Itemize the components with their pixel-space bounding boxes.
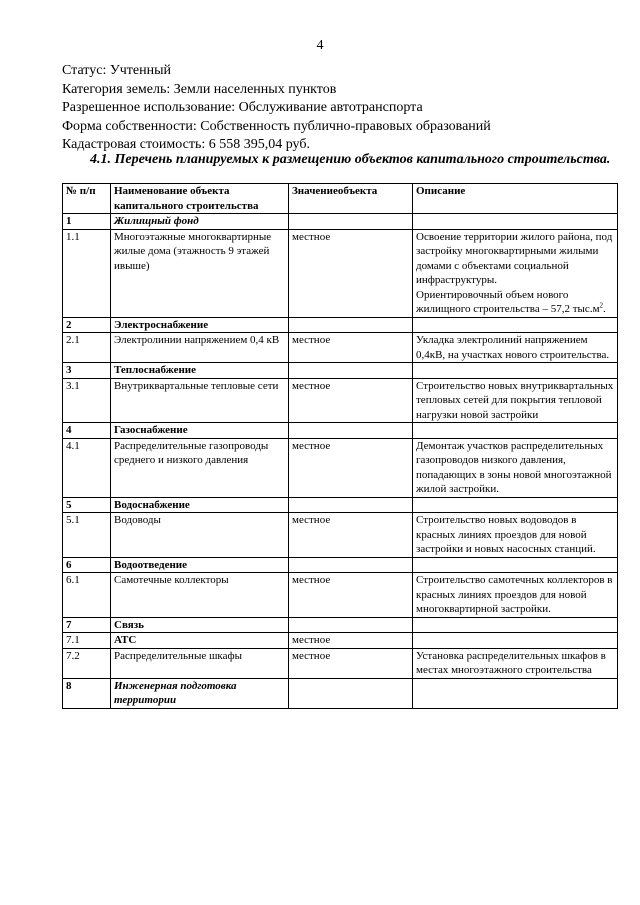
table-row: [63, 648, 618, 678]
row-num: 4.1: [63, 438, 111, 497]
row-description: Строительство самотечных коллекторов в красных линиях проездов для новой многоквартирной застройки.: [413, 573, 618, 618]
row-name: Связь: [111, 617, 289, 633]
row-description: Строительство новых водоводов в красных линиях проездов для новой застройки и новых насосных станций.: [413, 513, 618, 558]
row-significance: [289, 214, 413, 230]
row-significance: местное: [289, 333, 413, 363]
row-significance: [289, 557, 413, 573]
section-row: [63, 363, 618, 379]
permitted-use-line: Разрешенное использование: Обслуживание автотранспорта: [62, 100, 423, 115]
description-text: Ориентировочный объем нового жилищного строительства – 57,2 тыс.м: [416, 288, 600, 315]
row-name: Водоснабжение: [111, 497, 289, 513]
header-significance: Значениеобъекта: [289, 184, 413, 214]
row-num: 3.1: [63, 378, 111, 423]
row-name: Электролинии напряжением 0,4 кВ: [111, 333, 289, 363]
section-row: [63, 423, 618, 439]
section-row: [63, 497, 618, 513]
row-num: 6.1: [63, 573, 111, 618]
row-significance: местное: [289, 633, 413, 649]
row-name: АТС: [111, 633, 289, 649]
row-num: 6: [63, 557, 111, 573]
table-row: [63, 333, 618, 363]
row-description: Укладка электролиний напряжением 0,4кВ, на участках нового строительства.: [413, 333, 618, 363]
description-paragraph: [416, 288, 614, 317]
row-significance: [289, 497, 413, 513]
row-significance: [289, 363, 413, 379]
row-num: 2: [63, 317, 111, 333]
row-significance: [289, 678, 413, 708]
row-significance: местное: [289, 229, 413, 317]
row-name: Водоотведение: [111, 557, 289, 573]
land-category-line: Категория земель: Земли населенных пунктов: [62, 81, 337, 97]
row-significance: [289, 317, 413, 333]
table-row: [63, 513, 618, 558]
row-name: Жилищный фонд: [111, 214, 289, 230]
row-significance: местное: [289, 378, 413, 423]
row-name: Самотечные коллекторы: [111, 573, 289, 618]
row-num: 5.1: [63, 513, 111, 558]
section-row: [63, 214, 618, 230]
row-name: Инженерная подготовка территории: [111, 678, 289, 708]
capital-construction-table: [62, 183, 618, 709]
row-description: Строительство новых внутриквартальных тепловых сетей для покрытия тепловой нагрузки новой застройки: [413, 378, 618, 423]
row-significance: местное: [289, 438, 413, 497]
row-description: [413, 317, 618, 333]
row-significance: [289, 423, 413, 439]
row-significance: [289, 617, 413, 633]
description-paragraph: Освоение территории жилого района, под застройку многоквартирными жилыми домами с объектами социальной инфраструктуры.: [416, 230, 613, 286]
table-row: [63, 633, 618, 649]
header-description: Описание: [413, 184, 618, 214]
cadastral-value-line: Кадастровая стоимость: 6 558 395,04 руб.: [62, 137, 310, 152]
header-name: Наименование объекта капитального строительства: [111, 184, 289, 214]
table-row: [63, 378, 618, 423]
land-plot-info: [62, 62, 617, 155]
row-description: [413, 423, 618, 439]
row-name: Водоводы: [111, 513, 289, 558]
table-row: [63, 573, 618, 618]
row-num: 7.2: [63, 648, 111, 678]
row-num: 8: [63, 678, 111, 708]
section-row: [63, 317, 618, 333]
row-num: 1: [63, 214, 111, 230]
row-name: Электроснабжение: [111, 317, 289, 333]
row-num: 7.1: [63, 633, 111, 649]
section-row: [63, 617, 618, 633]
row-significance: местное: [289, 513, 413, 558]
row-description: [413, 497, 618, 513]
section-heading: 4.1. Перечень планируемых к размещению объектов капитального строительства.: [90, 152, 611, 167]
row-num: 7: [63, 617, 111, 633]
row-significance: местное: [289, 573, 413, 618]
row-significance: местное: [289, 648, 413, 678]
row-num: 2.1: [63, 333, 111, 363]
status-line: Статус: Учтенный: [62, 63, 171, 78]
row-name: Распределительные шкафы: [111, 648, 289, 678]
row-name: Внутриквартальные тепловые сети: [111, 378, 289, 423]
row-name: Распределительные газопроводы среднего и низкого давления: [111, 438, 289, 497]
row-description: Установка распределительных шкафов в местах многоэтажного строительства: [413, 648, 618, 678]
superscript: 2: [599, 301, 604, 310]
description-end: .: [603, 303, 606, 315]
row-description: [413, 678, 618, 708]
row-name: Многоэтажные многоквартирные жилые дома (этажность 9 этажей ивыше): [111, 229, 289, 317]
row-description: [413, 617, 618, 633]
section-row: [63, 678, 618, 708]
table-row: [63, 438, 618, 497]
ownership-line: Форма собственности: Собственность публично-правовых образований: [62, 118, 491, 134]
row-num: 5: [63, 497, 111, 513]
row-description: [413, 214, 618, 230]
page-number: 4: [316, 38, 324, 53]
row-description: [413, 633, 618, 649]
row-num: 1.1: [63, 229, 111, 317]
header-num: № п/п: [63, 184, 111, 214]
row-description: [413, 229, 618, 317]
row-num: 4: [63, 423, 111, 439]
table-header-row: [63, 184, 618, 214]
row-name: Теплоснабжение: [111, 363, 289, 379]
row-name: Газоснабжение: [111, 423, 289, 439]
section-row: [63, 557, 618, 573]
row-description: [413, 557, 618, 573]
row-description: [413, 363, 618, 379]
row-num: 3: [63, 363, 111, 379]
row-description: Демонтаж участков распределительных газопроводов низкого давления, попадающих в зоны новой многоэтажной жилой застройки.: [413, 438, 618, 497]
table-row: [63, 229, 618, 317]
